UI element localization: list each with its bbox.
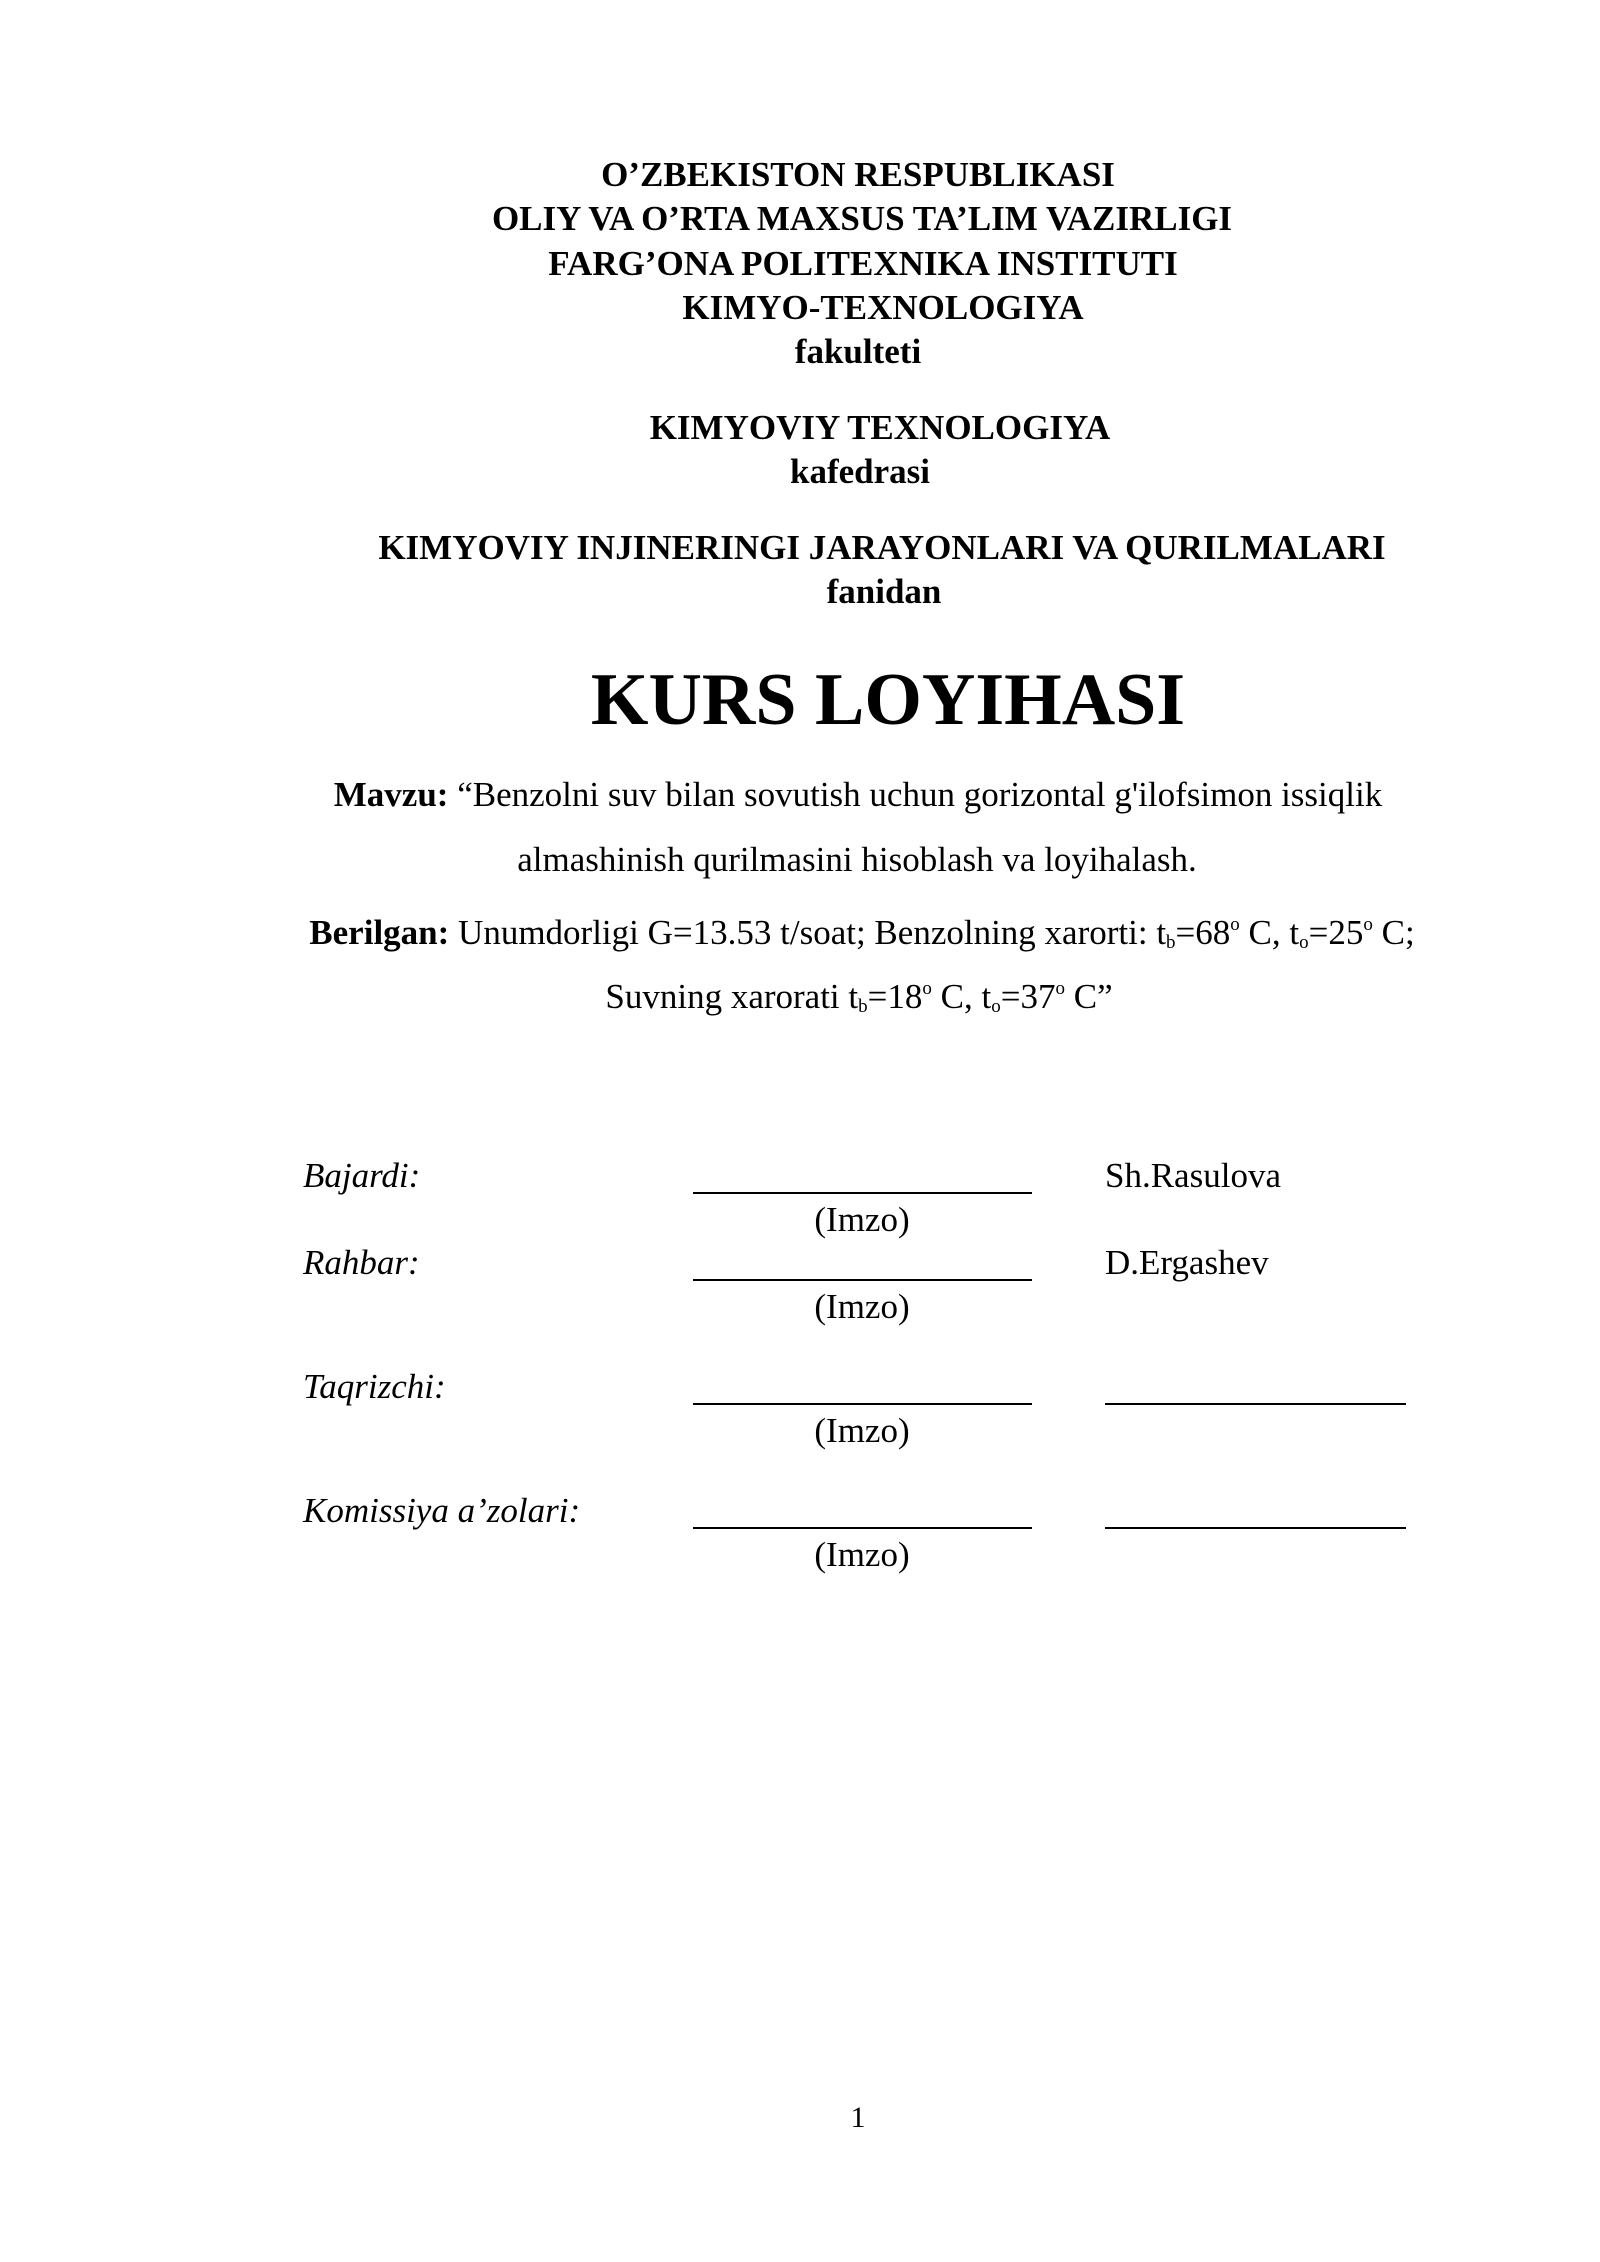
given-text-e: C, t <box>1239 913 1300 952</box>
topic-line-2 <box>517 838 1197 882</box>
signature-line <box>693 1192 1032 1194</box>
imzo-caption: (Imzo) <box>814 1411 910 1450</box>
signature-label-komissiya: Komissiya a’zolari: <box>303 1491 581 1530</box>
water-text-a: Suvning xarorati t <box>605 977 859 1016</box>
given-text-c: =68 <box>1175 913 1231 952</box>
faculty-name: KIMYO-TEXNOLOGIYA <box>682 288 1084 327</box>
water-sub-f: o <box>991 996 1001 1017</box>
signature-line <box>693 1527 1032 1529</box>
signature-name-rahbar: D.Ergashev <box>1105 1243 1269 1282</box>
water-text-c: =18 <box>867 977 923 1016</box>
topic-text-2: almashinish qurilmasini hisoblash va loyihalash. <box>517 840 1197 879</box>
given-text-g: =25 <box>1308 913 1364 952</box>
given-text-a: Unumdorligi G=13.53 t/soat; Benzolning xarorti: t <box>449 913 1167 952</box>
department-suffix: kafedrasi <box>790 452 930 491</box>
water-sup-h: o <box>1055 978 1065 999</box>
given-sub-f: o <box>1299 932 1309 953</box>
signature-name-bajardi: Sh.Rasulova <box>1105 1156 1281 1195</box>
subject-suffix: fanidan <box>826 572 942 611</box>
water-sub-b: b <box>858 996 868 1017</box>
water-sup-d: o <box>922 978 932 999</box>
given-line-1 <box>309 903 1414 965</box>
ministry-line-1: O’ZBEKISTON RESPUBLIKASI <box>601 155 1115 194</box>
signature-line <box>693 1279 1032 1281</box>
topic-label: Mavzu: <box>333 775 449 814</box>
imzo-caption: (Imzo) <box>814 1200 910 1239</box>
document-title: KURS LOYIHASI <box>590 659 1186 741</box>
signature-line <box>693 1403 1032 1405</box>
ministry-line-2: OLIY VA O’RTA MAXSUS TA’LIM VAZIRLIGI <box>491 199 1233 238</box>
subject-name: KIMYOVIY INJINERINGI JARAYONLARI VA QURILMALARI <box>378 528 1386 567</box>
imzo-caption: (Imzo) <box>814 1287 910 1326</box>
name-line <box>1105 1403 1406 1405</box>
water-text-g: =37 <box>1000 977 1056 1016</box>
water-text-i: C” <box>1064 977 1113 1016</box>
given-sup-h: o <box>1363 914 1373 935</box>
given-sub-b: b <box>1166 932 1176 953</box>
water-text-e: C, t <box>931 977 992 1016</box>
page-number: 1 <box>850 2101 866 2134</box>
faculty-suffix: fakulteti <box>794 332 922 371</box>
imzo-caption: (Imzo) <box>814 1535 910 1574</box>
topic-text-1: “Benzolni suv bilan sovutish uchun gorizontal g'ilofsimon issiqlik <box>448 775 1383 814</box>
signature-label-bajardi: Bajardi: <box>303 1156 421 1195</box>
department-name: KIMYOVIY TEXNOLOGIYA <box>649 408 1111 447</box>
topic-line-1 <box>334 773 1382 817</box>
given-text-i: C; <box>1372 913 1415 952</box>
signature-label-rahbar: Rahbar: <box>303 1243 420 1282</box>
given-sup-d: o <box>1230 914 1240 935</box>
institute-name: FARG’ONA POLITEXNIKA INSTITUTI <box>548 244 1178 283</box>
given-label: Berilgan: <box>309 913 450 952</box>
signature-label-taqrizchi: Taqrizchi: <box>303 1367 446 1406</box>
name-line <box>1105 1527 1406 1529</box>
given-line-2 <box>605 967 1112 1029</box>
